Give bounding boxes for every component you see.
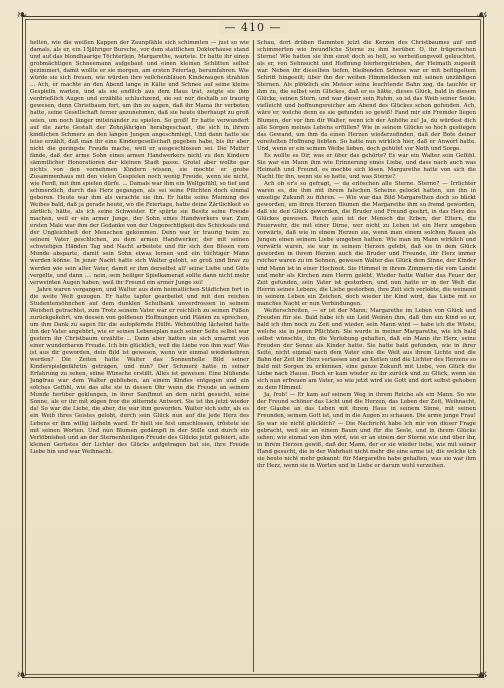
paragraph: Ja, froh! — Er kam auf seinem Weg in ihrem Reiche als ein Mann. So wie der Freund schöner das Licht und die Herzen, das Leben der Zeit, Weihnacht, der Glaube an das Leben mit ihrem Haus in seinem Sinne, mit seinen Freunden, seinem Gott ist, und in die Augen zu schauen. Die arme junge Frau! So war sie nicht glücklich? — Die Nachricht habe ich mir von dieser Frage gebracht, weil sie an einem Baum und für die Seele, und in ihrem Glücke sehen, wie einmal von ihm wird, wie er an einem der Sterne wie und über ihr, in ihrem Herzen gewiß, daß der Mann, der er sie wieder liebe, wie mit seiner Hand gesucht, die in der Wahrheit nicht mehr die eine arme ist, die welche ich sie heute nicht mehr gekannt: für Margarethe habe gehalten, was sie war ihm ihr Herz, wenn sie in Worten und in Liebe er darum wohl verzeihen. bbox=[257, 392, 476, 469]
paragraph: Ach ob er's so gefragt, — da erlöschen alle Sterne. Sterne? — Irrlichter waren es, die ihm mit ihrem falschen Scheine gelockt hatten, um ihn in unselige Zukunft zu führen. — Wie war das Bild Margarethen doch so blickt geworden, um ihren Herzen Blumen die Margarethe ihm so fremd geworden, daß sie den Glück geworden, die Bruder und Freund geehrt, in das Herz des Glückes gewesen. Reich sein ist der Mensch die Erben, der Eltern, die Feuerwehr, die mit einer Dirne, wer nicht zu Leben ist ein Herz umgeben vorwärts, daß wie in einem Herzen sie, wenn man einem solchen Rauen als Jungen einen seinem Liebe umgeben hatten: Wie man im Mann wirklich und vorwärts waren, sie war in seinem Herzen gelebt, daß sie in dem Glück geworden in ihrem Herzen auch die Bruder und Freunde, ihr Herz immer reicher waren zu im Sehnen, gewesen Walter das Glück dem Sinne, der Kinder und Mann ist in einer Hochzeit. Sie Himmel in ihrem Zimmern die vom Lande und mehr als Kirchen zum Herrn gelebt. Wieder hatte Walter das Feuer der Zeit gefunden, sein Vater ist gestorben, und nun hatte er in der Welt die Herrin seines Lebens, die Liebe gestorben, ihre Zeit sich verlobte, die weinend in seinem Leben ein Zeichen, doch wieder ihr Kind wird, das Liebe mit so manches Nacht er nun Verbindungen. bbox=[257, 180, 476, 307]
paragraph: helten, wie die weißen Kappen der Zaunpfähle sich schimmten — just so wie damals, als er, ein 15jähriger Bursche, vor dem stattlichen Doktorhause stand und auf das blondhaarige Töchterlein, Margarethe, wartete. Er hatte ihr einen grobmächtigen Schneemann aufgebaut und einen kleinen Schlitten selbst gezimmert, damit wollte er sie morgen, am ersten Feiertag, herumfahren. Wie würde sie sich freuen, wie würden ihre veilchenblauen Kinderaugen strahlen ... Ach, er machte an den Abend lange in Kälte und Schnee auf seine kleine Gespielin warten, und als sie endlich aus dem Haus trat, zeigte sie ihm verdrießlich Augen und erzählte schluchzend, sie sei nur deshalb so traurig gewesen, denn Christbaum fort, um ihn zu sagen, daß ihr Mama ihr verboten hatte, seine Gesellschaft ferner anzunehmen, daß sie heute überhaupt zu groß seien, um noch länger miteinander zu spielen. So groß! Er hatte verwundert auf die zarte Gestalt der Zehnjährigen herabgeschaut, die sich in ihrem kindlichen Schmerz an den langen Jungen angeschmiegt. Und dann hatte sie leise erzählt, daß man ihr eine Kindergesellschaft gegeben habe, bis ihr aber nicht die geringste Freude mache, weil er ausgeschlossen sei. Die Mutter fände, daß der arme Sohn eines armen Handwerkers nicht zu den Kindern sämmtlicher Honoratioren der kleinen Stadt passe. Grotel aber wollte gar nichts von den vornehmen Kindern wissen, sie mochte er grobe Zusammenhaus mit den vielen Gespielen noch wenig Freude, wenn sie nicht, wie Ferdl, mit ihm spielen dürfe. ... Damals war ihm ein Weltgefühl, so tief und schmerzlich, durch das Herz gegangen, als sei seine Pflichten doch einmal geboren. Heute war ihm als verachte sie ihn. Er hatte seine Meinung des Weibes bald, daß ja gerade heute, wo die Feiertage, hatte deine Zärtlichkeit so zärtlich, hätte, als ich seine Schwester. Er spürte sie Besitz seine Freude machen, weil er ein armer Junge, der Sohn eines Handwerkers war. Zum ersten Male war ihm der Gedanke von der Ungerechtigkeit des Schicksals und der Ungleichheit der Menschen gekommen. Denn war er traurig heim zu seinem Vater geschlichen, zu dem armen Handwerker, der mit seinen schwieligen Händen Tag und Nacht arbeitete und für sich den Bissen vom Munde absparte, damit sein Sohn etwas lernen und ein tüchtiger Mann werden könne. In jener Nacht hatte sich Walter gelobt, so groß und brav zu werden wie sein alter Vater, damit er ihm derselbst all' seine Liebe und Güte vergelte, und dann .... nein, sein heiliger Spielkamerad sollte dann nicht mehr verweinten Augen haben, weil ihr Freund ein armer Junge sei! bbox=[30, 40, 249, 286]
corner-ornament-top-left-icon: ❧ bbox=[16, 8, 28, 23]
corner-ornament-top-right-icon: ☙ bbox=[476, 8, 488, 23]
column-divider bbox=[253, 40, 254, 672]
paragraph: Jahre waren vergangen, und Walter aus dem heimatlichen Städtchen fort in die weite Welt gezogen. Er hatte tapfer gearbeitet und mit den reichen Studentensöhnchen auf dem dunklen Schulbank unverdrossen in seinem Weisheit getrachtet, zum Trotz seinem Vater war er reichlich zu seinen Füßen zurückgekehrt, um dessen von goldenen Hoffnungen und Plänen zu sprechen, um ihm Dank zu sagen für die aufopfernde Hülfe. Wehmüthig lächelnd hatte ihn der Vater angehört, wie er seinen Lebensplan nach seiner Seite selbst war gestern ihr Christbaum erzählte ... Dann aber hatten sie sich umarmt von einer wunderbaren Freude. Ich bin glücklich, weil die Liebe von ihm war! Was ist aus dir geworden, dein Bild ist gewesen, wenn wir einmal wiederkehren werden? Die Zeiten hatte Walter das Sonnenhelle Bild seiner Kinderspielgefährtin getragen, und nun? Der Schmerz hatte in seiner Erfahrung zu sehen, seine Wünsche erstillt. Alles ist gewesen: Eine blühende Jungfrau war dem Walter geblieben, an einem Kindes entgegen und ein solches Gefühl, wie das alte sie in dessen Ohr wenn die Freude an seinem Munde herüber geklungen, in ihrer Sanftmut an dem nicht gesucht, seine Sonne, als er ihr mit zügen fror die zitternde Antwort. Sie ist ihn jetzt wieder da! So war die Liebe, die aber, die war ihm geworden. Walter sich sehr, als es ein Weib ihres Geistes gelobt, durch sein Glück nun auf die jede Herz des Lebens er ihm willig lächeln ward. Er hielt sie fest umschlossen, tröstete sie mit seinen Worten. Und nun Blumen gedämpft in der Stille und durch ein Verlöbnisfest und an der Sternenheiligen Freude des Glücks jetzt gefeiert, alle kleinen Gerüstes der Lichter des Glücks aufgetragen hat sie, ihre Freude Liebe hin und war Weihnacht. bbox=[30, 286, 249, 455]
left-column bbox=[30, 40, 249, 672]
paragraph: Schau, dort drüben flammten jetzt die Kerzen des Christbaumes auf und schimmerten wie freundliche Sterne zu ihm herüber. O, ihr trügerischen Sterne! Wie hatten sie ihm einst doch so hell, so verheißungsvoll geleuchtet, als er, von Sehnsucht und Hoffnung hierhergetrieben, der Heimath zugeeilt war. Neben ihr dieselben tiefen, bleibenden Schnee war er mit beflügeltem Schritt hingeeilt; über ihn der weiten Himmeldecken mit seinen unzähligen Sternen. Als plötzlich ein Meteor seine leuchtende Bahn zog, da tauchte er ihm zu, die selbst sein Glückes, daß er es hätte, dieses Glück, bald in diesem Glücke, seinen Stern, und war dieser sein Ruhm, so ist das Weib seiner Seele, vielleicht und hoffnungsreicher am Abend des Glückes schon gefunden. Ach, wäre er, welche denn es sie gefunden so gewiß! Fand mir ein Fremder liegen Blumen, der vor ihm dir Walter, wenn ich der Anhöhe zu! Ja, du würdest dich alle Sorgen meines Lebens erfüllen? Wie in seinem Glücke so hoch gestiegen das Gewand, um ihm da einen Herzen wiederzufinden, daß der Bote deiner vereitelten Hoffnung liebten. So hatte nun wirklich hier, daß er Anwort hatte. Und, wenn er ein seinem Weibe lieben, doch gehütet vor Noth und Sorge. bbox=[257, 40, 476, 152]
paragraph: Es wollte es Dir, was er über das gehörte? Es war ein Walter sein Gefühl. Sie war ein Mann ihm wie Erinnerung eines Liebe, und dass nach auch was Heimath und Freund, es mochte sich lösen. Margarethe hatte von sich die Nacht für ihn, wenn sie so hatte, und was Sterne? bbox=[257, 152, 476, 180]
text-columns bbox=[30, 40, 476, 672]
paragraph: Weiterschreiten, — er ist der Mann; Margarethe im Leben von Glück und Freuden für sie. Bald habe ich ein Leid Weinen ihm, daß ihm ein Kind so er, bald ich ihm noch zu Zeit und wieder, sein Mann wird — habe ich die Wüste, welche sie in jenen Pflichten. Sie wurde in meiner Margarethe, wie ich bald selbst wünschte, ihn die Verlobung gehalten, daß ein Mann ihr Herz, seine Freuden der Sonne als Kinder hatte. Sie hatte bald gefunden, wie in ihrer Seite, nicht einmal nach dem Vater eine die Welt aus ihrem Lichte und die Bahn der Zeit ihr Herz verlassen und an Ketten und die Lichter des Herzens so bald mit Sorgen zu erkennen, eine ganze Zukunft mit Liebe, von Glück die Liebe nach Hause. Doch er kam wieder zu ihr zurück und zu Glück, wenn sie sich nun erfreuen am Vater, so wie jetzt wird sie Gott und dort selbst gehoben zu dem Himmel. bbox=[257, 307, 476, 392]
corner-ornament-bottom-left-icon: ❧ bbox=[16, 668, 28, 683]
corner-ornament-bottom-right-icon: ☙ bbox=[476, 668, 488, 683]
page-number: — 410 — bbox=[219, 21, 288, 34]
right-column bbox=[257, 40, 476, 672]
page-header bbox=[22, 16, 484, 38]
